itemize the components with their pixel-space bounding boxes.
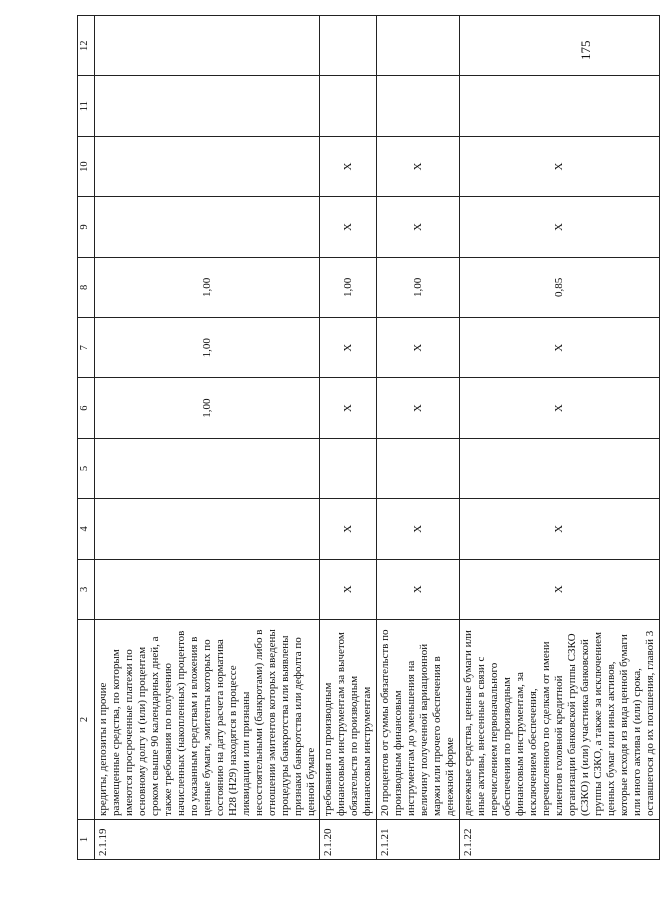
table-cell: 1,00 — [320, 257, 377, 317]
row-description: кредиты, депозиты и прочие размещенные средства, по которым имеются просроченные платежи по основному долгу и (или) процентам сроком свыше 90 календарных дней, а также требования по получению начисленных (накопленных) процентов по указанным средствам и вложения в ценные бумаги, эмитенты которых по состоянию на дату расчета норматива Н28 (Н29) находятся в процессе ликвидации или признаны несостоятельными (банкротами) либо в отношении эмитентов которых введены процедуры банкротства или выявлены признаки банкротства или дефолта по ценной бумаге — [95, 620, 320, 820]
col-header: 5 — [78, 438, 95, 498]
table-cell: X — [460, 559, 660, 619]
header-row — [78, 16, 95, 860]
row-description: 20 процентов от суммы обязательств по производным финансовым инструментам до уменьшения на величину полученной вариационной маржи или прочего обеспечения в денежной форме — [377, 620, 460, 820]
table-cell: 1,00 — [95, 318, 320, 378]
row-number: 2.1.19 — [95, 820, 320, 860]
row-number: 2.1.22 — [460, 820, 660, 860]
table-cell: X — [320, 559, 377, 619]
col-header: 6 — [78, 378, 95, 438]
row-description: денежные средства, ценные бумаги или иные активы, внесенные в связи с перечислением первоначального обеспечения по производным финансовым инструментам, за исключением обеспечения, перечисленного по сделкам от имени клиентов головной кредитной организации банковской группы СЗКО (СЗКО) и (или) участника банковской группы СЗКО, а также за исключением ценных бумаг или иных активов, которые исходя из вида ценной бумаги или иного актива и (или) срока, оставшегося до их погашения, главой 3 — [460, 620, 660, 820]
col-header: 12 — [78, 16, 95, 76]
table-cell — [95, 559, 320, 619]
table-cell — [377, 438, 460, 498]
col-header: 4 — [78, 499, 95, 559]
table-cell: X — [377, 197, 460, 257]
col-header: 1 — [78, 820, 95, 860]
col-header: 8 — [78, 257, 95, 317]
table-cell — [95, 136, 320, 196]
table-row — [320, 16, 377, 860]
table-cell: 0,85 — [460, 257, 660, 317]
table-cell — [95, 438, 320, 498]
rotated-table-container — [77, 15, 656, 860]
table-cell: X — [320, 136, 377, 196]
table-cell: X — [377, 378, 460, 438]
row-description: требования по производным финансовым инструментам за вычетом обязательств по производным финансовым инструментам — [320, 620, 377, 820]
col-header: 3 — [78, 559, 95, 619]
table-cell: X — [460, 378, 660, 438]
row-number: 2.1.21 — [377, 820, 460, 860]
table-cell — [377, 76, 460, 136]
row-number: 2.1.20 — [320, 820, 377, 860]
table-cell: X — [460, 318, 660, 378]
col-header: 11 — [78, 76, 95, 136]
table-cell: 1,00 — [95, 257, 320, 317]
col-header: 7 — [78, 318, 95, 378]
table-cell: 1,00 — [377, 257, 460, 317]
table-cell — [460, 438, 660, 498]
table-cell: X — [377, 318, 460, 378]
rotated-page — [77, 15, 656, 860]
col-header: 9 — [78, 197, 95, 257]
table-cell — [320, 76, 377, 136]
table-cell — [95, 499, 320, 559]
table-cell: X — [320, 197, 377, 257]
table-row — [377, 16, 460, 860]
table-cell — [460, 76, 660, 136]
table-row — [460, 16, 660, 860]
table-cell: X — [377, 559, 460, 619]
col-header: 2 — [78, 620, 95, 820]
table-cell: X — [460, 499, 660, 559]
table-cell — [95, 16, 320, 76]
table-cell — [320, 16, 377, 76]
page-number: 175 — [578, 40, 593, 60]
table-cell: X — [320, 318, 377, 378]
table-cell: X — [460, 197, 660, 257]
table-cell — [95, 76, 320, 136]
regulation-table — [77, 15, 660, 860]
table-cell: X — [377, 499, 460, 559]
table-cell: X — [377, 136, 460, 196]
col-header: 10 — [78, 136, 95, 196]
table-cell — [95, 197, 320, 257]
table-cell — [377, 16, 460, 76]
table-row — [95, 16, 320, 860]
table-cell: X — [460, 136, 660, 196]
table-cell — [320, 438, 377, 498]
table-cell — [460, 16, 660, 76]
table-cell: X — [320, 499, 377, 559]
table-cell: 1,00 — [95, 378, 320, 438]
table-cell: X — [320, 378, 377, 438]
